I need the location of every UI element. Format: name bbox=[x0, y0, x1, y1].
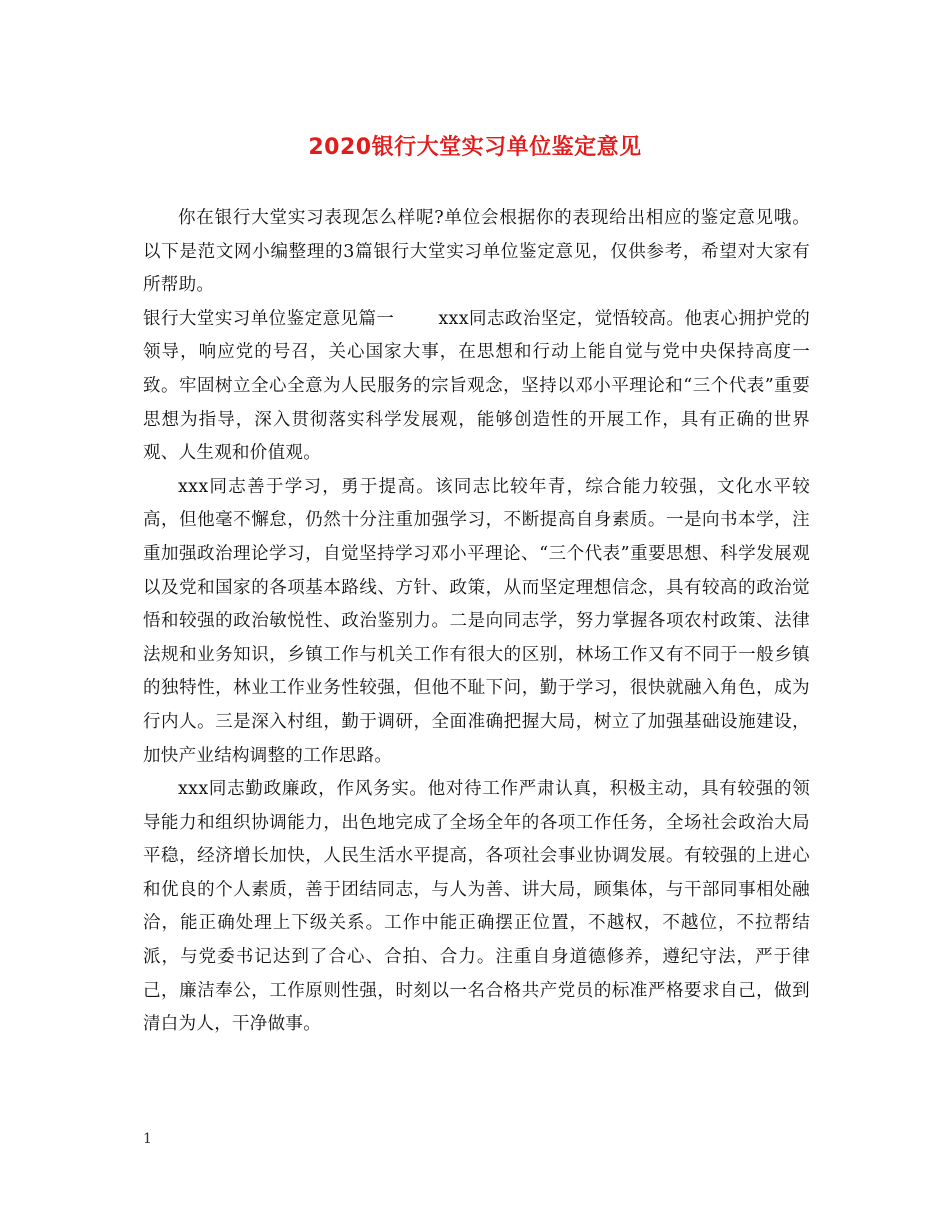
section-first-paragraph bbox=[143, 303, 810, 471]
page-number: 1 bbox=[143, 1131, 152, 1147]
paragraph-politics: xxx同志政治坚定，觉悟较高。他衷心拥护党的领导，响应党的号召，关心国家大事，在思想和行动上能自觉与党中央保持高度一致。牢固树立全心全意为人民服务的宗旨观念，坚持以邓小平理论和“三个代表”重要思想为指导，深入贯彻落实科学发展观，能够创造性的开展工作，具有正确的世界观、人生观和价值观。 bbox=[143, 308, 810, 464]
page-title: 2020银行大堂实习单位鉴定意见 bbox=[308, 135, 642, 160]
paragraph-integrity: xxx同志勤政廉政，作风务实。他对待工作严肃认真，积极主动，具有较强的领导能力和组织协调能力，出色地完成了全场全年的各项工作任务，全场社会政治大局平稳，经济增长加快，人民生活水平提高，各项社会事业协调发展。有较强的上进心和优良的个人素质，善于团结同志，与人为善、讲大局，顾集体，与干部同事相处融洽，能正确处理上下级关系。工作中能正确摆正位置，不越权，不越位，不拉帮结派，与党委书记达到了合心、合拍、合力。注重自身道德修养，遵纪守法，严于律己，廉洁奉公，工作原则性强，时刻以一名合格共产党员的标准严格要求自己，做到清白为人，干净做事。 bbox=[143, 779, 810, 1035]
intro-paragraph: 你在银行大堂实习表现怎么样呢?单位会根据你的表现给出相应的鉴定意见哦。以下是范文网小编整理的3篇银行大堂实习单位鉴定意见，仅供参考，希望对大家有所帮助。 bbox=[143, 208, 810, 296]
section-heading: 银行大堂实习单位鉴定意见篇一 bbox=[143, 308, 395, 329]
paragraph-learning: xxx同志善于学习，勇于提高。该同志比较年青，综合能力较强，文化水平较高，但他毫不懈怠，仍然十分注重加强学习，不断提高自身素质。一是向书本学，注重加强政治理论学习，自觉坚持学习邓小平理论、“三个代表”重要思想、科学发展观以及党和国家的各项基本路线、方针、政策，从而坚定理想信念，具有较高的政治觉悟和较强的政治敏悦性、政治鉴别力。二是向同志学，努力掌握各项农村政策、法律法规和业务知识，乡镇工作与机关工作有很大的区别，林场工作又有不同于一般乡镇的独特性，林业工作业务性较强，但他不耻下问，勤于学习，很快就融入角色，成为行内人。三是深入村组，勤于调研，全面准确把握大局，树立了加强基础设施建设，加快产业结构调整的工作思路。 bbox=[143, 476, 810, 766]
document-body bbox=[143, 202, 810, 1042]
